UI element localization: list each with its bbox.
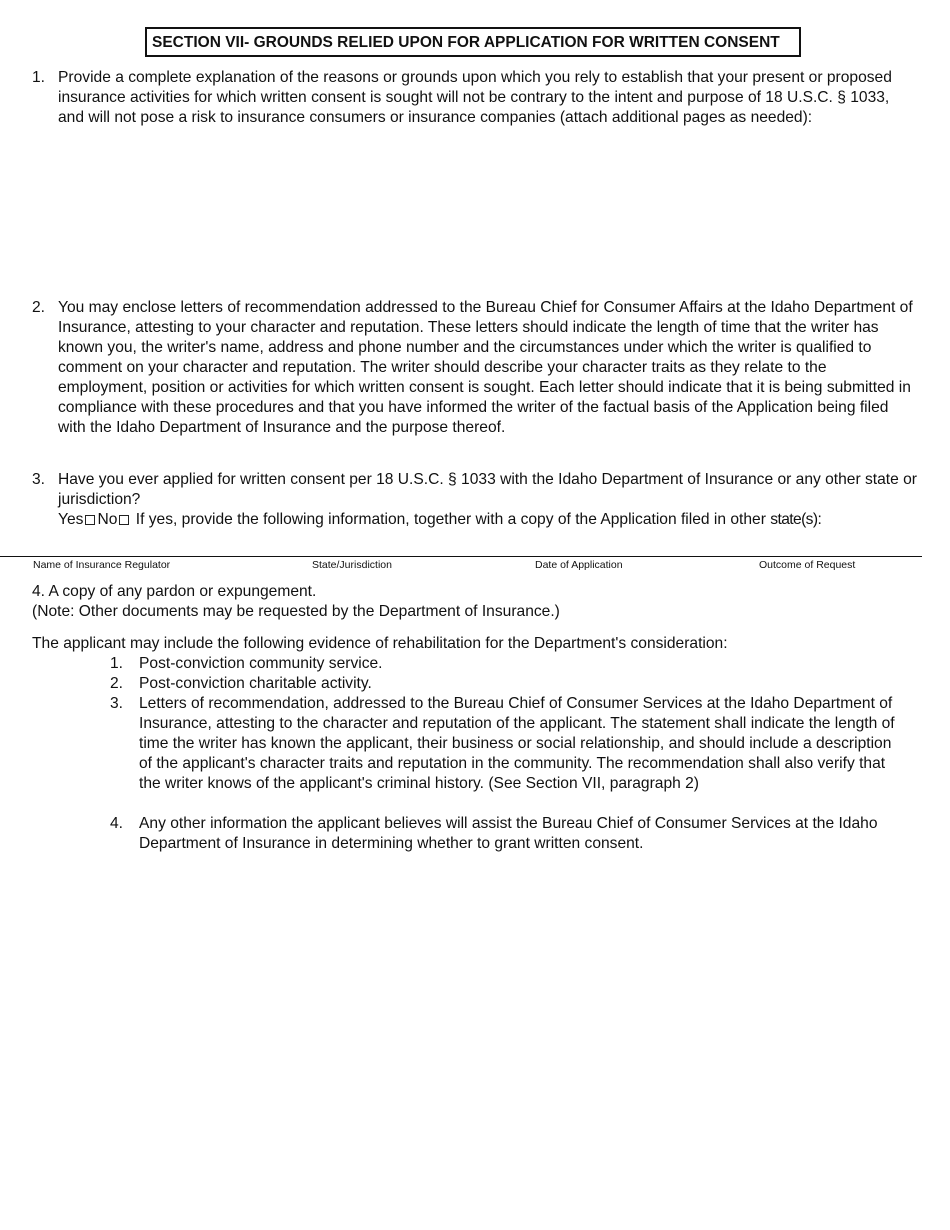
item-4-pardon: 4. A copy of any pardon or expungement. — [32, 583, 317, 600]
question-number: 1. — [32, 69, 46, 86]
evidence-number: 1. — [110, 655, 124, 672]
no-label: No — [97, 511, 118, 528]
column-name-of-insurance-regulator: Name of Insurance Regulator — [33, 559, 171, 571]
note-text: (Note: Other documents may be requested by the Department of Insurance.) — [32, 603, 560, 620]
question-3 — [32, 470, 917, 530]
section-title: SECTION VII- GROUNDS RELIED UPON FOR APPLICATION FOR WRITTEN CONSENT — [145, 27, 801, 57]
question-text: You may enclose letters of recommendation addressed to the Bureau Chief for Consumer Affairs at the Idaho Department of Insurance, attesting to your character and reputation. These letters should indicate the length of time that the writer has known you, the writer's name, address and phone number and the circumstances under which the writer is qualified to comment on your character and reputation. The writer should describe your character traits as they relate to the employment, position or activities for which written consent is sought. Each letter should indicate that it is being submitted in compliance with these procedures and that you have informed the writer of the factual basis of the Application being filed with the Idaho Department of Insurance and the purpose thereof. — [58, 299, 913, 436]
follow-up-text: If yes, provide the following information, together with a copy of the Application filed in other — [135, 511, 766, 528]
evidence-number: 3. — [110, 695, 124, 712]
no-checkbox[interactable] — [119, 515, 129, 525]
column-state-jurisdiction: State/Jurisdiction — [312, 559, 392, 571]
column-date-of-application: Date of Application — [535, 559, 623, 571]
evidence-item-1 — [110, 654, 900, 674]
evidence-text: Any other information the applicant believes will assist the Bureau Chief of Consumer Services at the Idaho Department of Insurance in determining whether to grant written consent. — [139, 815, 878, 852]
question-text: Provide a complete explanation of the reasons or grounds upon which you rely to establish that your present or proposed insurance activities for which written consent is sought will not be contrary to the intent and purpose of 18 U.S.C. § 1033, and will not pose a risk to insurance consumers or insurance companies (attach additional pages as needed): — [58, 69, 892, 126]
evidence-text: Post-conviction charitable activity. — [139, 675, 372, 692]
question-1 — [32, 68, 917, 128]
evidence-text: Post-conviction community service. — [139, 655, 383, 672]
yes-checkbox[interactable] — [85, 515, 95, 525]
question-2 — [32, 298, 917, 438]
evidence-item-4 — [110, 814, 900, 854]
evidence-item-3 — [110, 694, 900, 794]
evidence-number: 2. — [110, 675, 124, 692]
evidence-number: 4. — [110, 815, 124, 832]
question-number: 3. — [32, 471, 46, 488]
yes-label: Yes — [58, 511, 84, 528]
yes-no-line — [58, 510, 917, 530]
table-header-rule — [0, 556, 922, 557]
question-text: Have you ever applied for written consent per 18 U.S.C. § 1033 with the Idaho Department of Insurance or any other state or jurisdiction? — [58, 471, 918, 508]
question-number: 2. — [32, 299, 46, 316]
evidence-item-2 — [110, 674, 900, 694]
column-outcome-of-request: Outcome of Request — [759, 559, 856, 571]
follow-up-text-end: state(s): — [770, 511, 822, 528]
evidence-text: Letters of recommendation, addressed to the Bureau Chief of Consumer Services at the Idaho Department of Insurance, attesting to the character and reputation of the applicant. The statement shall indicate the length of time the writer has known the applicant, their business or social relationship, and should include a description of the applicant's character traits and reputation in the community. The recommendation shall also verify that the writer knows of the applicant's criminal history. (See Section VII, paragraph 2) — [139, 695, 895, 792]
evidence-intro: The applicant may include the following evidence of rehabilitation for the Department's consideration: — [32, 635, 728, 652]
